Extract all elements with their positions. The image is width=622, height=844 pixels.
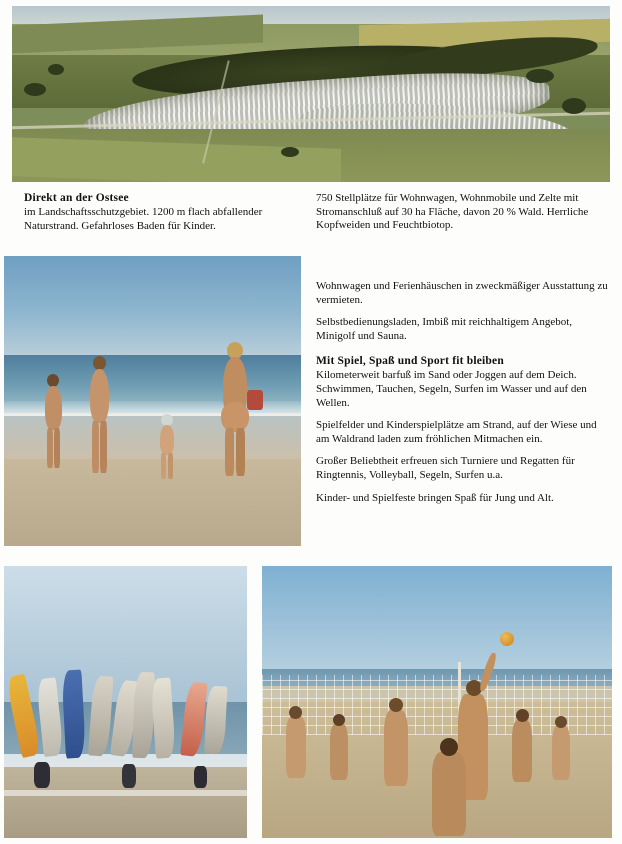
paragraph-stellplaetze: 750 Stellplätze für Wohnwagen, Wohnmobile und Zelte mit Stromanschluß auf 30 ha Fläche, davon 20 % Wald. Herrliche Kopfweiden und Feuchtbiotop. — [316, 192, 589, 232]
surf-figure — [194, 766, 207, 788]
volleyball-ball — [500, 632, 514, 646]
beach-figure-child — [154, 414, 180, 480]
aerial-campsite-photo — [12, 6, 610, 182]
column-left-top — [24, 192, 300, 233]
aerial-tree — [281, 147, 299, 157]
heading-spiel-spass-sport: Mit Spiel, Spaß und Sport fit bleiben — [316, 355, 504, 368]
volley-figure-head — [289, 706, 302, 719]
paragraph-sport-wasser: Kilometerweit barfuß im Sand oder Joggen auf dem Deich. Schwimmen, Tauchen, Segeln, Surfen im Wasser und auf den Wellen. — [316, 369, 587, 409]
beach-family-photo — [4, 256, 301, 546]
paragraph-naturstrand: im Landschaftsschutzgebiet. 1200 m flach abfallender Naturstrand. Gefahrloses Baden für Kinder. — [24, 206, 263, 232]
paragraph-turniere: Großer Beliebtheit erfreuen sich Turniere und Regatten für Ringtennis, Volleyball, Segeln, Surfen u.a. — [316, 455, 575, 481]
surf-figure — [122, 764, 136, 788]
windsurfing-photo — [4, 566, 247, 838]
volley-figure-head — [333, 714, 345, 726]
surf-figure — [34, 762, 50, 788]
paragraph-spielfelder: Spielfelder und Kinderspielplätze am Strand, auf der Wiese und am Waldrand laden zum fröhlichen Mitmachen ein. — [316, 419, 597, 445]
volley-figure — [512, 720, 532, 782]
column-right-main — [316, 280, 612, 505]
volleyball-photo — [262, 566, 612, 838]
volley-figure-head — [440, 738, 458, 756]
aerial-tree — [48, 64, 64, 75]
column-right-top — [316, 192, 612, 233]
paragraph-laden-imbiss: Selbstbedienungsladen, Imbiß mit reichhaltigem Angebot, Minigolf und Sauna. — [316, 316, 573, 342]
volley-figure-head — [516, 709, 529, 722]
beach-figure-woman-left — [39, 374, 69, 469]
volley-figure-foreground — [432, 752, 466, 836]
volley-figure — [330, 724, 348, 780]
volley-figure — [552, 726, 570, 780]
surf-shoreline — [4, 790, 247, 796]
beach-figure-woman-right — [209, 342, 261, 478]
aerial-tree — [562, 98, 586, 114]
heading-direkt-an-der-ostsee: Direkt an der Ostsee — [24, 192, 129, 204]
volley-figure — [384, 710, 408, 786]
volley-figure — [286, 716, 306, 778]
beach-figure-woman-centre — [82, 356, 116, 474]
volley-figure-head — [389, 698, 403, 712]
paragraph-wohnwagen-vermietung: Wohnwagen und Ferienhäuschen in zweckmäßiger Ausstattung zu vermieten. — [316, 280, 608, 306]
volley-figure-head — [555, 716, 567, 728]
paragraph-kinderfeste: Kinder- und Spielfeste bringen Spaß für Jung und Alt. — [316, 491, 554, 504]
volley-sky — [262, 566, 612, 680]
